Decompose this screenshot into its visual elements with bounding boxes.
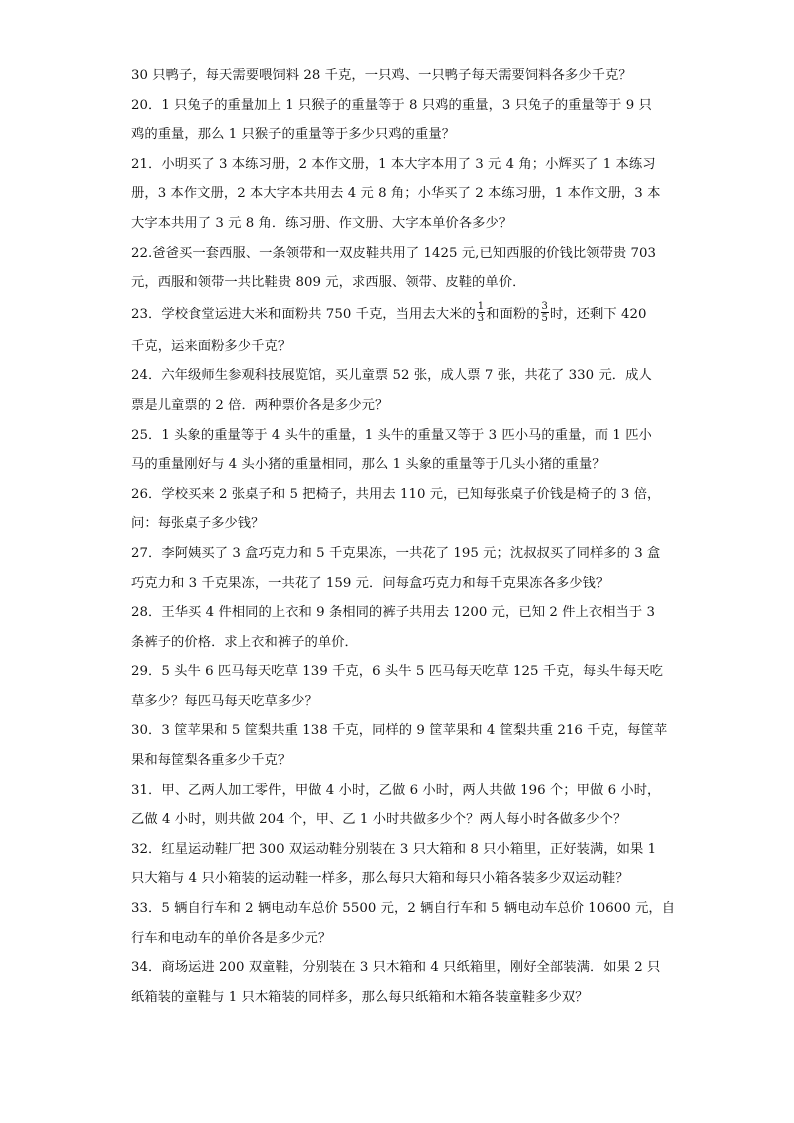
text-line: 鸡的重量，那么 1 只猴子的重量等于多少只鸡的重量？	[131, 127, 456, 143]
text-line: 册，3 本作文册，2 本大字本共用去 4 元 8 角；小华买了 2 本练习册，1 本作文册，3 本	[131, 186, 661, 202]
text-line: 34．商场运进 200 双童鞋，分别装在 3 只木箱和 4 只纸箱里，刚好全部装满．如果 2 只	[131, 960, 661, 976]
text-line: 大字本共用了 3 元 8 角．练习册、作文册、大字本单价各多少？	[131, 215, 513, 231]
fraction-one-third: $\frac{1}{3}$	[477, 300, 485, 324]
text-line: 28．王华买 4 件相同的上衣和 9 条相同的裤子共用去 1200 元，已知 2 件上衣相当于 3	[131, 605, 655, 621]
text-line: 27．李阿姨买了 3 盒巧克力和 5 千克果冻，一共花了 195 元；沈叔叔买了同样多的 3 盒	[131, 545, 661, 561]
text-line: 31．甲、乙两人加工零件，甲做 4 小时，乙做 6 小时，两人共做 196 个；甲做 6 小时，	[131, 782, 661, 798]
text-line: 22.爸爸买一套西服、一条领带和一双皮鞋共用了 1425 元,已知西服的价钱比领带贵 703	[131, 245, 657, 261]
q23-text-part3: 时，还剩下 420	[549, 306, 647, 322]
problem-list	[131, 61, 676, 1012]
q23-text-part2: 和面粉的	[486, 306, 540, 322]
text-line: 21．小明买了 3 本练习册，2 本作文册，1 本大字本用了 3 元 4 角；小辉买了 1 本练习	[131, 156, 656, 172]
text-line: 乙做 4 小时，则共做 204 个，甲、乙 1 小时共做多少个？两人每小时各做多少个？	[131, 812, 627, 828]
text-line: 29．5 头牛 6 匹马每天吃草 139 千克，6 头牛 5 匹马每天吃草 125 千克，每头牛每天吃	[131, 664, 663, 680]
text-line: 行车和电动车的单价各是多少元？	[131, 930, 332, 946]
text-line: 果和每筐梨各重多少千克？	[131, 753, 292, 769]
text-line: 33．5 辆自行车和 2 辆电动车总价 5500 元，2 辆自行车和 5 辆电动车总价 10600 元，自	[131, 901, 676, 917]
text-line: 纸箱装的童鞋与 1 只木箱装的同样多，那么每只纸箱和木箱各装童鞋多少双？	[131, 989, 589, 1005]
text-line: 巧克力和 3 千克果冻，一共花了 159 元．问每盒巧克力和每千克果冻各多少钱？	[131, 575, 610, 591]
text-line: 30．3 筐苹果和 5 筐梨共重 138 千克，同样的 9 筐苹果和 4 筐梨共重 216 千克，每筐苹	[131, 723, 668, 739]
text-line: 只大箱与 4 只小箱装的运动鞋一样多，那么每只大箱和每只小箱各装多少双运动鞋？	[131, 871, 629, 887]
text-line: 票是儿童票的 2 倍．两种票价各是多少元？	[131, 397, 389, 413]
q23-text-part1: 23．学校食堂运进大米和面粉共 750 千克，当用去大米的	[131, 306, 476, 322]
fraction-three-fifths: $\frac{3}{5}$	[541, 300, 548, 324]
text-line: 千克，运来面粉多少千克？	[131, 338, 292, 354]
text-line: 20．1 只兔子的重量加上 1 只猴子的重量等于 8 只鸡的重量，3 只兔子的重量等于 9 只	[131, 97, 652, 113]
text-line: 元，西服和领带一共比鞋贵 809 元，求西服、领带、皮鞋的单价．	[131, 275, 526, 291]
text-line: 马的重量刚好与 4 头小猪的重量相同，那么 1 头象的重量等于几头小猪的重量？	[131, 457, 606, 473]
text-line: 30 只鸭子，每天需要喂饲料 28 千克，一只鸡、一只鸭子每天需要饲料各多少千克？	[131, 68, 632, 83]
text-line: 24．六年级师生参观科技展览馆，买儿童票 52 张，成人票 7 张，共花了 330 元．成人	[131, 368, 652, 384]
text-line: 25．1 头象的重量等于 4 头牛的重量，1 头牛的重量又等于 3 匹小马的重量，而 1 匹小	[131, 427, 652, 443]
text-line: 条裤子的价格．求上衣和裤子的单价．	[131, 634, 358, 650]
text-line: 32．红星运动鞋厂把 300 双运动鞋分别装在 3 只大箱和 8 只小箱里，正好装满，如果 1	[131, 841, 657, 857]
text-line: 草多少？每匹马每天吃草多少？	[131, 693, 318, 709]
text-line: 26．学校买来 2 张桌子和 5 把椅子，共用去 110 元，已知每张桌子价钱是椅子的 3 倍，	[131, 486, 661, 502]
problem-23-line	[131, 298, 665, 332]
text-line: 问：每张桌子多少钱？	[131, 516, 265, 532]
